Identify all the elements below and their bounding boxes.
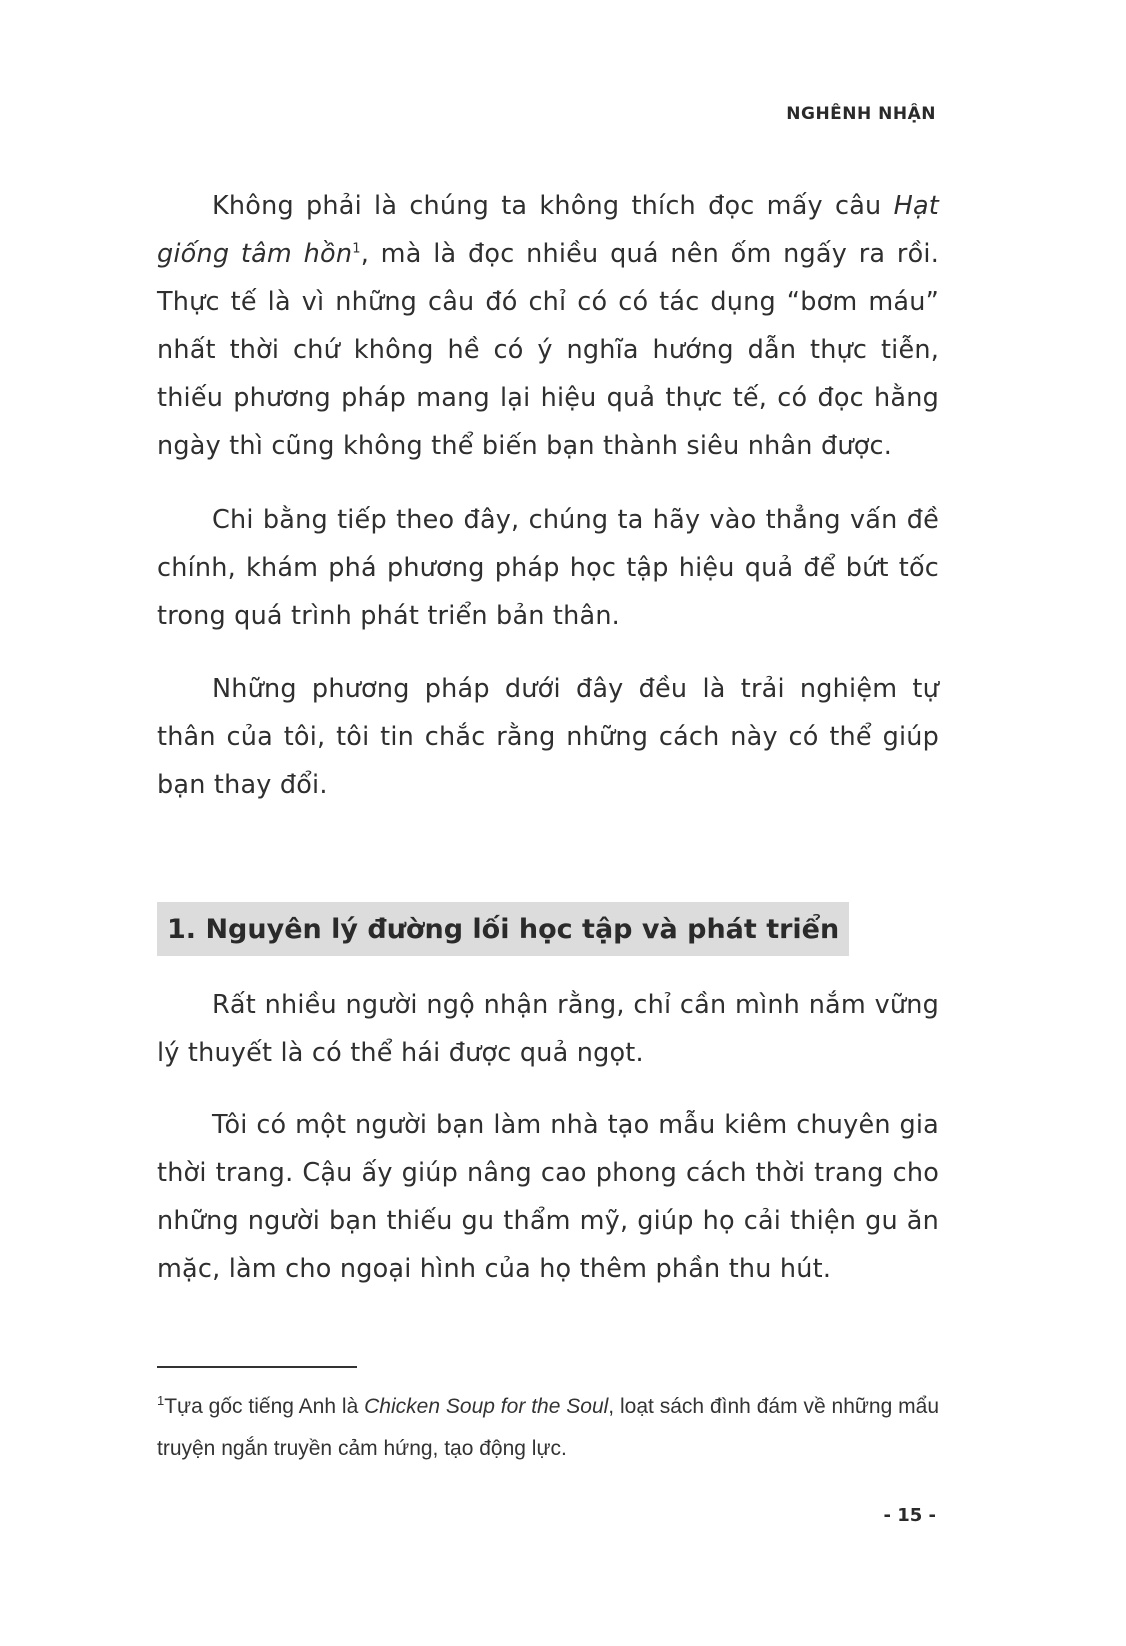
footnote-original-title: Chicken Soup for the Soul: [364, 1395, 609, 1418]
footnote-text-b: , loạt sách đình đám về những mẩu truyện ngắn truyền cảm hứng, tạo động lực.: [157, 1395, 940, 1460]
paragraph-2-text: Chi bằng tiếp theo đây, chúng ta hãy vào thẳng vấn đề chính, khám phá phương pháp học tập hiệu quả để bứt tốc trong quá trình phát triển bản thân.: [157, 505, 939, 631]
paragraph-5-text: Tôi có một người bạn làm nhà tạo mẫu kiêm chuyên gia thời trang. Cậu ấy giúp nâng cao phong cách thời trang cho những người bạn thiếu gu thẩm mỹ, giúp họ cải thiện gu ăn mặc, làm cho ngoại hình của họ thêm phần thu hút.: [157, 1110, 939, 1284]
paragraph-1-text-a: Không phải là chúng ta không thích đọc mấy câu: [212, 191, 894, 221]
footnote: [157, 1386, 939, 1470]
paragraph-4: [157, 981, 939, 1077]
paragraph-2: [157, 496, 939, 640]
paragraph-1: [157, 182, 939, 470]
paragraph-3: [157, 665, 939, 809]
page-number: - 15 -: [883, 1505, 936, 1526]
paragraph-3-text: Những phương pháp dưới đây đều là trải nghiệm tự thân của tôi, tôi tin chắc rằng những cách này có thể giúp bạn thay đổi.: [157, 674, 939, 800]
footnote-reference[interactable]: 1: [352, 241, 361, 257]
section-heading-text: 1. Nguyên lý đường lối học tập và phát triển: [167, 913, 840, 945]
book-title-italic: Hạt giống tâm hồn: [157, 191, 939, 269]
section-heading: [157, 902, 849, 956]
footnote-text-a: Tựa gốc tiếng Anh là: [164, 1395, 365, 1418]
paragraph-1-text-b: , mà là đọc nhiều quá nên ốm ngấy ra rồi. Thực tế là vì những câu đó chỉ có có tác dụng “bơm máu” nhất thời chứ không hề có ý nghĩa hướng dẫn thực tiễn, thiếu phương pháp mang lại hiệu quả thực tế, có đọc hằng ngày thì cũng không thể biến bạn thành siêu nhân được.: [157, 239, 940, 461]
paragraph-5: [157, 1101, 939, 1293]
paragraph-4-text: Rất nhiều người ngộ nhận rằng, chỉ cần mình nắm vững lý thuyết là có thể hái được quả ngọt.: [157, 990, 939, 1068]
running-head: NGHÊNH NHẬN: [786, 104, 936, 124]
footnote-divider: [157, 1366, 357, 1368]
footnote-number: 1: [157, 1393, 165, 1408]
